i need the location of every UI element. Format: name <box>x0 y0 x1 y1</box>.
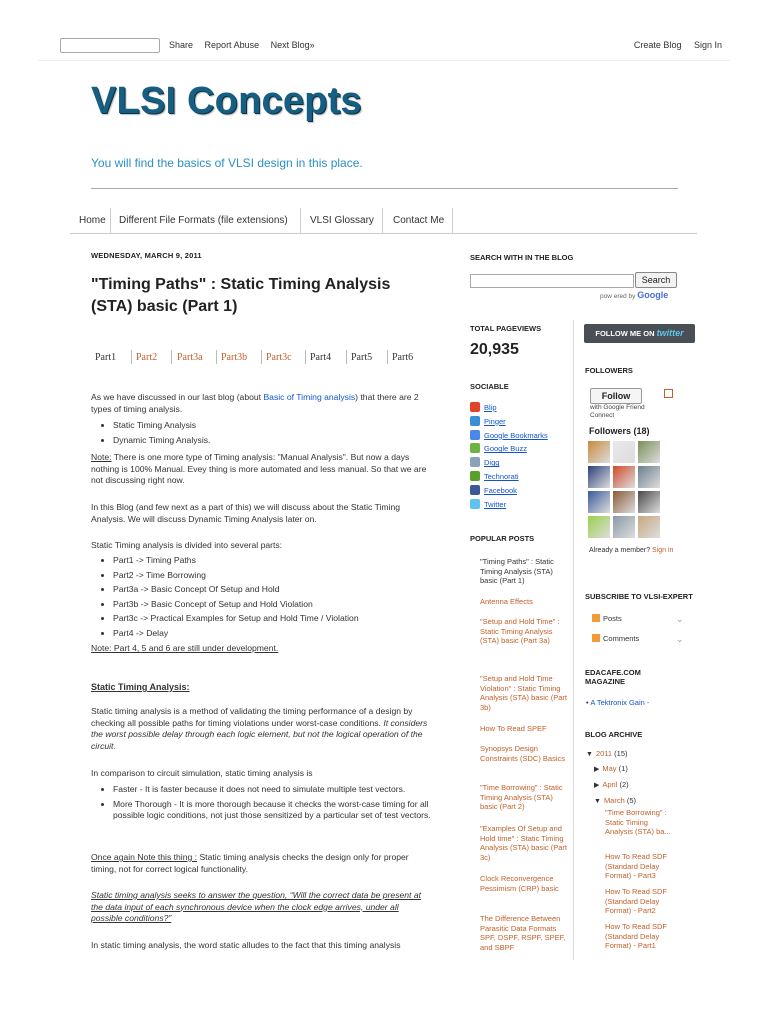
archive-month-count: (5) <box>626 796 637 805</box>
popular-post-link[interactable]: How To Read SPEF <box>480 724 547 733</box>
sta-question: Static timing analysis seeks to answer the question, “Will the correct data be present at the data input of each synchronous device when the clock edge arrives, under all possible conditions?” <box>91 890 421 923</box>
sociable-icon <box>470 499 480 509</box>
basic-timing-analysis-link[interactable]: Basic of Timing analysis <box>263 392 356 402</box>
sociable-label: Twitter <box>484 499 507 509</box>
sociable-label: Blip <box>484 403 497 412</box>
follower-avatar[interactable] <box>638 491 660 513</box>
archive-month-count: (2) <box>619 780 629 789</box>
part-separator <box>216 350 217 364</box>
last-paragraph: In static timing analysis, the word static alludes to the fact that this timing analysis <box>91 940 401 950</box>
sociable-link[interactable] <box>470 485 517 497</box>
pageviews-heading: TOTAL PAGEVIEWS <box>470 324 542 333</box>
follower-avatar[interactable] <box>588 441 610 463</box>
next-blog-link[interactable]: Next Blog» <box>270 40 315 50</box>
sign-in-link[interactable]: Sign in <box>652 547 674 554</box>
twitter-logo: twitter <box>656 328 684 338</box>
list-item: • More Thorough - It is more thorough because it checks the worst-case timing for all possible logic conditions, not just those sensitized by a particular set of test vectors. <box>113 799 431 822</box>
note-under-development: Note: Part 4, 5 and 6 are still under development. <box>91 643 279 653</box>
already-member-text <box>589 546 679 555</box>
list-item: • Part2 -> Time Borrowing <box>113 570 431 582</box>
post-title[interactable]: "Timing Paths" : Static Timing Analysis (STA) basic (Part 1) <box>91 276 391 315</box>
post-date: WEDNESDAY, MARCH 9, 2011 <box>91 251 202 260</box>
google-friend-connect-text: with Google Friend Connect <box>590 404 645 419</box>
navbar-right-links <box>624 40 722 50</box>
posts-feed-label: Posts <box>603 614 622 623</box>
popular-post-link[interactable]: "Setup and Hold Time Violation" : Static Timing Analysis (STA) basic (Part 3b) <box>480 674 567 712</box>
part-link-3a[interactable]: Part3a <box>177 352 203 363</box>
twitter-follow-text: FOLLOW ME ON <box>595 329 655 338</box>
part-link-1[interactable]: Part1 <box>95 352 117 363</box>
edacafe-item[interactable] <box>586 698 649 707</box>
part-link-2[interactable]: Part2 <box>136 352 158 363</box>
sociable-icon <box>470 485 480 495</box>
part-link-4[interactable]: Part4 <box>310 352 332 363</box>
already-member-label: Already a member? <box>589 547 651 554</box>
tab-vlsi-glossary[interactable]: VLSI Glossary <box>301 208 383 233</box>
popular-posts-heading: POPULAR POSTS <box>470 534 535 543</box>
sociable-label: Pinger <box>484 416 506 426</box>
google-logo: Google <box>637 290 669 300</box>
sociable-link[interactable] <box>470 402 497 414</box>
edacafe-heading: EDACAFE.COM MAGAZINE <box>585 668 641 686</box>
sta-def-text: Static timing analysis is a method of validating the timing performance of a design by checking all possible paths for timing violations under worst-case conditions. <box>91 706 413 728</box>
archive-post-link[interactable]: How To Read SDF (Standard Delay Format) - Part1 <box>605 922 667 950</box>
popular-post-link[interactable]: Antenna Effects <box>480 597 533 606</box>
sociable-icon <box>470 416 480 426</box>
follower-avatar[interactable] <box>588 491 610 513</box>
part-separator <box>131 350 132 364</box>
blog-title[interactable]: VLSI Concepts <box>91 80 362 122</box>
chevron-down-icon[interactable]: ⌄ <box>676 634 684 644</box>
sociable-icon <box>470 402 480 412</box>
rss-icon <box>592 634 600 642</box>
sociable-link[interactable] <box>470 471 519 483</box>
popular-post-link[interactable]: "Setup and Hold Time" : Static Timing Analysis (STA) basic (Part 3a) <box>480 617 560 645</box>
archive-month-april[interactable] <box>594 780 629 791</box>
archive-month-label: March <box>603 796 625 805</box>
search-button[interactable]: Search <box>635 272 677 288</box>
navbar-search-input[interactable] <box>60 38 160 53</box>
sociable-icon <box>470 443 480 453</box>
follow-me-on-twitter-button[interactable] <box>584 324 695 343</box>
sign-in-link[interactable]: Sign In <box>693 40 722 50</box>
follower-avatar[interactable] <box>638 516 660 538</box>
sidebar-divider <box>573 320 574 960</box>
part-link-3b[interactable]: Part3b <box>221 352 248 363</box>
archive-year-label: 2011 <box>595 749 613 758</box>
comparison-intro: In comparison to circuit simulation, static timing analysis is <box>91 768 313 778</box>
intro-paragraph <box>91 392 431 415</box>
list-item: • Part3a -> Basic Concept Of Setup and Hold <box>113 584 431 596</box>
tab-home[interactable]: Home <box>70 208 111 233</box>
types-list <box>91 420 431 449</box>
follower-avatar[interactable] <box>613 441 635 463</box>
sociable-link[interactable] <box>470 430 548 442</box>
list-item: • Part4 -> Delay <box>113 628 431 640</box>
report-abuse-link[interactable]: Report Abuse <box>204 40 260 50</box>
tab-file-formats[interactable]: Different File Formats (file extensions) <box>110 208 301 233</box>
sta-def-italic: It considers the worst possible delay through each logic element, but not the logical operation of the circuit. <box>91 717 428 751</box>
sociable-label: Google Buzz <box>484 444 527 454</box>
follower-avatar[interactable] <box>613 466 635 488</box>
share-link[interactable]: Share <box>169 40 194 50</box>
triangle-down-icon: ▼ <box>594 798 601 805</box>
navbar-links <box>169 40 324 50</box>
comments-feed[interactable] <box>592 634 639 643</box>
archive-month-may[interactable] <box>594 764 628 775</box>
archive-month-label: April <box>602 780 618 789</box>
archive-post-link[interactable]: "Time Borrowing" : Static Timing Analysis (STA) ba... <box>605 808 671 836</box>
follower-avatar[interactable] <box>613 491 635 513</box>
part-separator <box>387 350 388 364</box>
sociable-label: Technorati <box>484 472 519 481</box>
paragraph-2: In this Blog (and few next as a part of this) we will discuss about the Static Timing Analysis. We will discuss Dynamic Timing Analysis later on. <box>91 502 401 524</box>
sta-definition <box>91 706 431 752</box>
part-link-6[interactable]: Part6 <box>392 352 414 363</box>
powered-by-text: pow ered by <box>600 293 636 300</box>
create-blog-link[interactable]: Create Blog <box>633 40 682 50</box>
intro-text: As we have discussed in our last blog (about <box>91 392 264 402</box>
list-item: • Part1 -> Timing Paths <box>113 555 431 567</box>
powered-by-google <box>600 290 668 300</box>
follower-avatar[interactable] <box>613 516 635 538</box>
sociable-label: Digg <box>484 458 500 468</box>
note-paragraph <box>91 452 431 487</box>
sociable-link[interactable] <box>470 416 506 428</box>
once-again-note <box>91 852 431 875</box>
sociable-link[interactable] <box>470 499 506 511</box>
followers-count: Followers (18) <box>589 426 650 436</box>
blog-description: You will find the basics of VLSI design in this place. <box>91 156 363 170</box>
archive-month-label: May <box>602 764 617 773</box>
subscribe-heading: SUBSCRIBE TO VLSI-EXPERT <box>585 592 693 601</box>
tabs-divider <box>70 233 697 234</box>
header-divider <box>91 188 678 189</box>
list-item: • Dynamic Timing Analysis. <box>113 435 431 447</box>
rss-icon <box>592 614 600 622</box>
part-separator <box>346 350 347 364</box>
list-item: • Static Timing Analysis <box>113 420 431 432</box>
list-item: • Part3b -> Basic Concept of Setup and Hold Violation <box>113 599 431 611</box>
archive-post-link[interactable]: How To Read SDF (Standard Delay Format) - Part3 <box>605 852 667 880</box>
search-heading: SEARCH WITH IN THE BLOG <box>470 253 574 262</box>
note-text: There is one more type of Timing analysis: "Manual Analysis". But now a days nothing is 100% Manual. Evey thing is more automated and less manual. So that we are not discussing right now. <box>91 452 427 485</box>
archive-post-link[interactable]: How To Read SDF (Standard Delay Format) - Part2 <box>605 887 667 915</box>
sociable-icon <box>470 457 480 467</box>
follower-avatar[interactable] <box>638 466 660 488</box>
blogger-navbar <box>38 30 730 61</box>
chevron-down-icon[interactable]: ⌄ <box>676 614 684 624</box>
follow-button[interactable]: Follow <box>590 388 642 404</box>
triangle-right-icon: ▶ <box>594 766 600 773</box>
triangle-down-icon: ▼ <box>586 751 593 758</box>
comments-feed-label: Comments <box>603 634 640 643</box>
popular-post-link[interactable]: "Time Borrowing" : Static Timing Analysis (STA) basic (Part 2) <box>480 783 563 811</box>
sociable-link[interactable] <box>470 457 499 469</box>
sociable-icon <box>470 471 480 481</box>
once-label: Once again Note this thing : <box>91 852 198 862</box>
sociable-label: Facebook <box>484 485 517 495</box>
sociable-link[interactable] <box>470 443 527 455</box>
blog-search-input[interactable] <box>470 274 634 288</box>
archive-year-count: (15) <box>614 749 628 758</box>
part-separator <box>261 350 262 364</box>
popular-post-link[interactable]: Synopsys Design Constraints (SDC) Basics <box>480 744 566 763</box>
popular-post-link[interactable]: "Timing Paths" : Static Timing Analysis (STA) basic (Part 1) <box>480 557 554 585</box>
tab-contact-me[interactable]: Contact Me <box>384 208 453 233</box>
part-separator <box>305 350 306 364</box>
paragraph-3: Static Timing analysis is divided into several parts: <box>91 540 283 550</box>
parts-list <box>91 555 431 642</box>
followers-heading: FOLLOWERS <box>585 366 633 375</box>
follower-avatar[interactable] <box>638 441 660 463</box>
section-heading: Static Timing Analysis: <box>91 682 190 692</box>
sociable-label: Google Bookmarks <box>484 430 548 440</box>
once-text: Static timing analysis checks the design only for proper timing, not for correct logical functionality. <box>91 852 409 874</box>
list-item: • Faster - It is faster because it does not need to simulate multiple test vectors. <box>113 784 431 796</box>
archive-month-count: (1) <box>618 764 628 773</box>
popular-post-link[interactable]: Clock Reconvergence Pessimism (CRP) basic <box>480 874 559 893</box>
follower-avatar[interactable] <box>588 466 610 488</box>
bullet-icon: • <box>586 698 589 707</box>
follower-avatar[interactable] <box>588 516 610 538</box>
archive-year-2011[interactable] <box>586 749 628 760</box>
triangle-right-icon: ▶ <box>594 782 600 789</box>
posts-feed[interactable] <box>592 614 622 623</box>
note-label: Note: <box>91 452 112 462</box>
comparison-list <box>91 784 431 825</box>
popular-post-link[interactable]: "Examples Of Setup and Hold time" : Static Timing Analysis (STA) basic (Part 3c) <box>480 824 567 862</box>
sociable-heading: SOCIABLE <box>470 382 509 391</box>
archive-month-march[interactable] <box>594 796 636 807</box>
part-link-5[interactable]: Part5 <box>351 352 373 363</box>
intro-text-end: ) that there are 2 types of timing analysis. <box>91 392 419 414</box>
popout-icon[interactable] <box>664 389 673 398</box>
part-separator <box>171 350 172 364</box>
pageviews-count: 20,935 <box>470 341 519 358</box>
blog-archive-heading: BLOG ARCHIVE <box>585 730 643 739</box>
part-link-3c[interactable]: Part3c <box>266 352 292 363</box>
edacafe-item-label: A Tektronix Gain - <box>590 698 650 707</box>
sociable-icon <box>470 430 480 440</box>
popular-post-link[interactable]: The Difference Between Parasitic Data Formats SPF, DSPF, RSPF, SPEF, and SBPF <box>480 914 566 952</box>
list-item: • Part3c -> Practical Examples for Setup and Hold Time / Violation <box>113 613 431 625</box>
